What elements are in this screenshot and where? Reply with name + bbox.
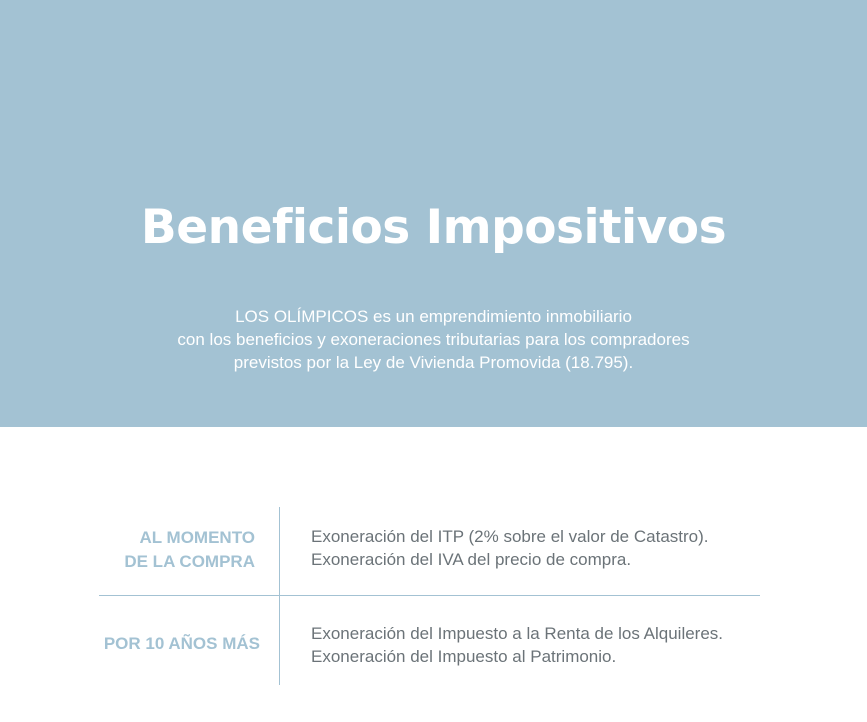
benefit-label-ten-years bbox=[80, 632, 260, 656]
benefit-label-line: POR 10 AÑOS MÁS bbox=[103, 634, 260, 653]
benefit-items-ten-years bbox=[311, 622, 723, 668]
benefit-item: Exoneración del ITP (2% sobre el valor de Catastro). bbox=[311, 527, 709, 546]
hero-description-line: con los beneficios y exoneraciones tributarias para los compradores bbox=[177, 330, 690, 349]
hero-description bbox=[0, 305, 867, 374]
benefits-table bbox=[0, 427, 867, 722]
benefit-item: Exoneración del IVA del precio de compra. bbox=[311, 550, 632, 569]
page-title: Beneficios Impositivos bbox=[140, 200, 727, 255]
hero-description-line: LOS OLÍMPICOS es un emprendimiento inmobiliario bbox=[235, 307, 632, 326]
row-divider bbox=[99, 595, 760, 596]
benefit-items-purchase bbox=[311, 525, 709, 571]
hero-description-line: previstos por la Ley de Vivienda Promovida (18.795). bbox=[233, 353, 634, 372]
column-divider bbox=[279, 507, 280, 685]
benefit-item: Exoneración del Impuesto a la Renta de los Alquileres. bbox=[311, 624, 724, 643]
benefit-label-purchase bbox=[80, 526, 255, 574]
benefit-item: Exoneración del Impuesto al Patrimonio. bbox=[311, 647, 617, 666]
benefit-label-line: DE LA COMPRA bbox=[124, 552, 255, 571]
benefit-label-line: AL MOMENTO bbox=[139, 528, 255, 547]
